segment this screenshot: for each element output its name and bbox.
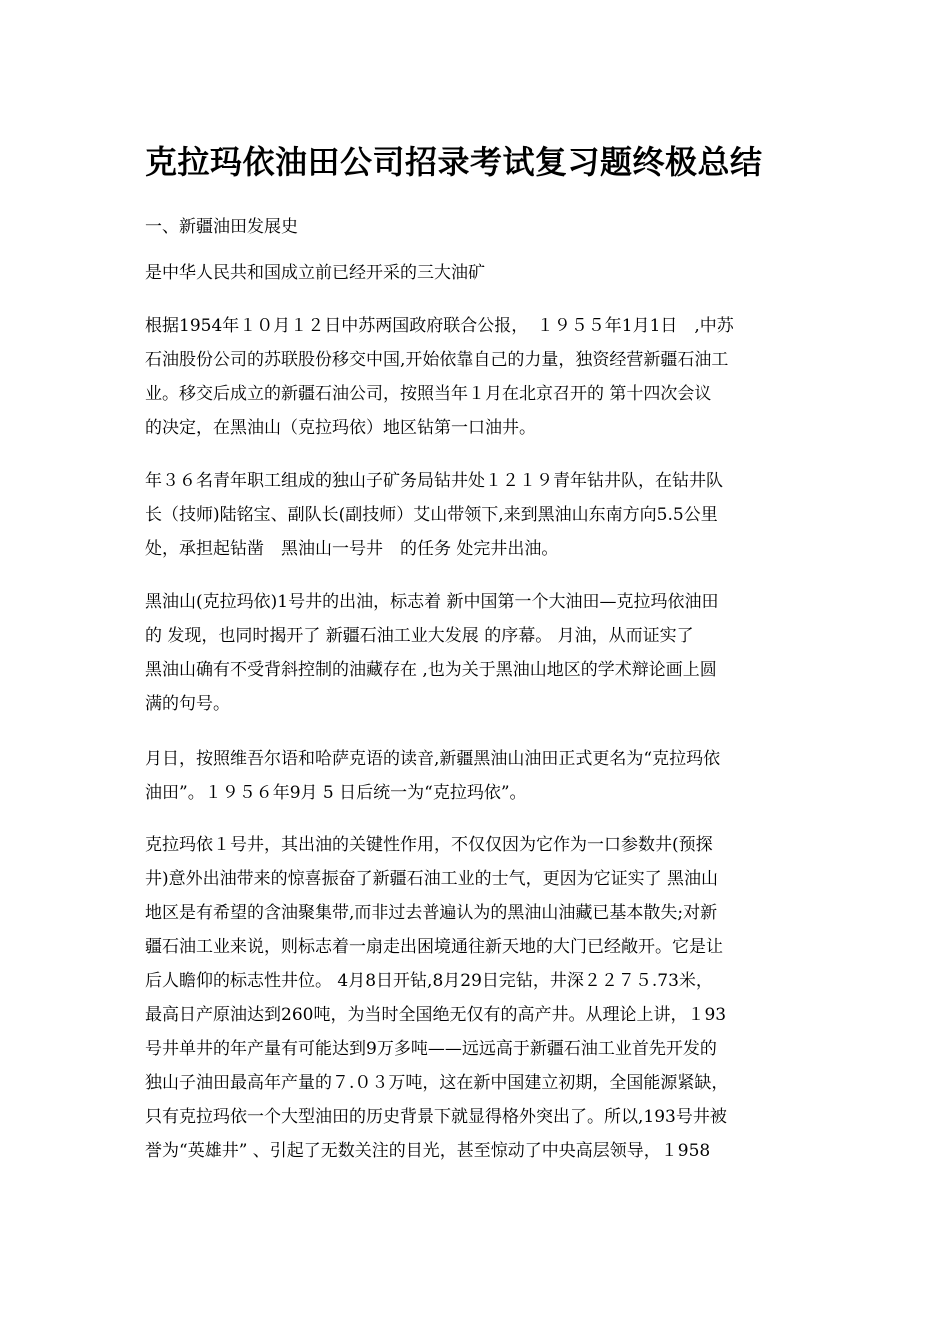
document-title: 克拉玛依油田公司招录考试复习题终极总结 [145, 143, 763, 181]
text-line: 石油股份公司的苏联股份移交中国,开始依靠自己的力量，独资经营新疆石油工 [145, 350, 729, 370]
text-line: 黑油山确有不受背斜控制的油藏存在 ,也为关于黑油山地区的学术辩论画上圆 [145, 660, 717, 680]
text-line: 誉为“英雄井” 、引起了无数关注的目光，甚至惊动了中央高层领导，１958 [145, 1141, 711, 1161]
text-line: 年３６名青年职工组成的独山子矿务局钻井处１２１９青年钻井队，在钻井队 [145, 471, 723, 491]
text-line: 处，承担起钻凿 黑油山一号井 的任务 处完井出油。 [145, 539, 559, 559]
text-line: 根据1954年１０月１２日中苏两国政府联合公报， １９５５年1月1日 ,中苏 [145, 316, 734, 336]
text-line: 后人瞻仰的标志性井位。 4月8日开钻,8月29日完钻，井深２２７５.73米， [145, 971, 713, 991]
text-line: 的决定，在黑油山（克拉玛依）地区钻第一口油井。 [145, 418, 536, 438]
text-line: 最高日产原油达到260吨，为当时全国绝无仅有的高产井。从理论上讲，１93 [145, 1005, 727, 1025]
text-line: 长（技师)陆铭宝、副队长(副技师）艾山带领下,来到黑油山东南方向5.5公里 [145, 505, 718, 525]
text-line: 井)意外出油带来的惊喜振奋了新疆石油工业的士气，更因为它证实了 黑油山 [145, 869, 719, 889]
text-line: 只有克拉玛依一个大型油田的历史背景下就显得格外突出了。所以,193号井被 [145, 1107, 727, 1127]
text-line: 的 发现，也同时揭开了 新疆石油工业大发展 的序幕。 月油，从而证实了 [145, 626, 694, 646]
text-line: 地区是有希望的含油聚集带,而非过去普遍认为的黑油山油藏已基本散失;对新 [145, 903, 718, 923]
text-line: 油田”。１９５６年9月 5 日后统一为“克拉玛依”。 [145, 783, 527, 803]
text-line: 是中华人民共和国成立前已经开采的三大油矿 [145, 263, 485, 283]
text-line: 疆石油工业来说，则标志着一扇走出困境通往新天地的大门已经敞开。它是让 [145, 937, 723, 957]
paragraph-3 [145, 464, 810, 566]
paragraph-2 [145, 309, 810, 445]
section-heading: 一、新疆油田发展史 [145, 217, 298, 237]
text-line: 黑油山(克拉玛依)1号井的出油，标志着 新中国第一个大油田—克拉玛依油田 [145, 592, 719, 612]
paragraph-6 [145, 828, 810, 1168]
text-line: 业。移交后成立的新疆石油公司，按照当年１月在北京召开的 第十四次会议 [145, 384, 712, 404]
text-line: 克拉玛依１号井，其出油的关键性作用，不仅仅因为它作为一口参数井(预探 [145, 835, 713, 855]
paragraph-1 [145, 256, 810, 290]
text-line: 月日，按照维吾尔语和哈萨克语的读音,新疆黑油山油田正式更名为“克拉玛依 [145, 749, 721, 769]
paragraph-4 [145, 585, 810, 721]
paragraph-5 [145, 742, 810, 810]
text-line: 独山子油田最高年产量的７.０３万吨，这在新中国建立初期，全国能源紧缺， [145, 1073, 729, 1093]
text-line: 号井单井的年产量有可能达到9万多吨——远远高于新疆石油工业首先开发的 [145, 1039, 717, 1059]
text-line: 满的句号。 [145, 694, 230, 714]
